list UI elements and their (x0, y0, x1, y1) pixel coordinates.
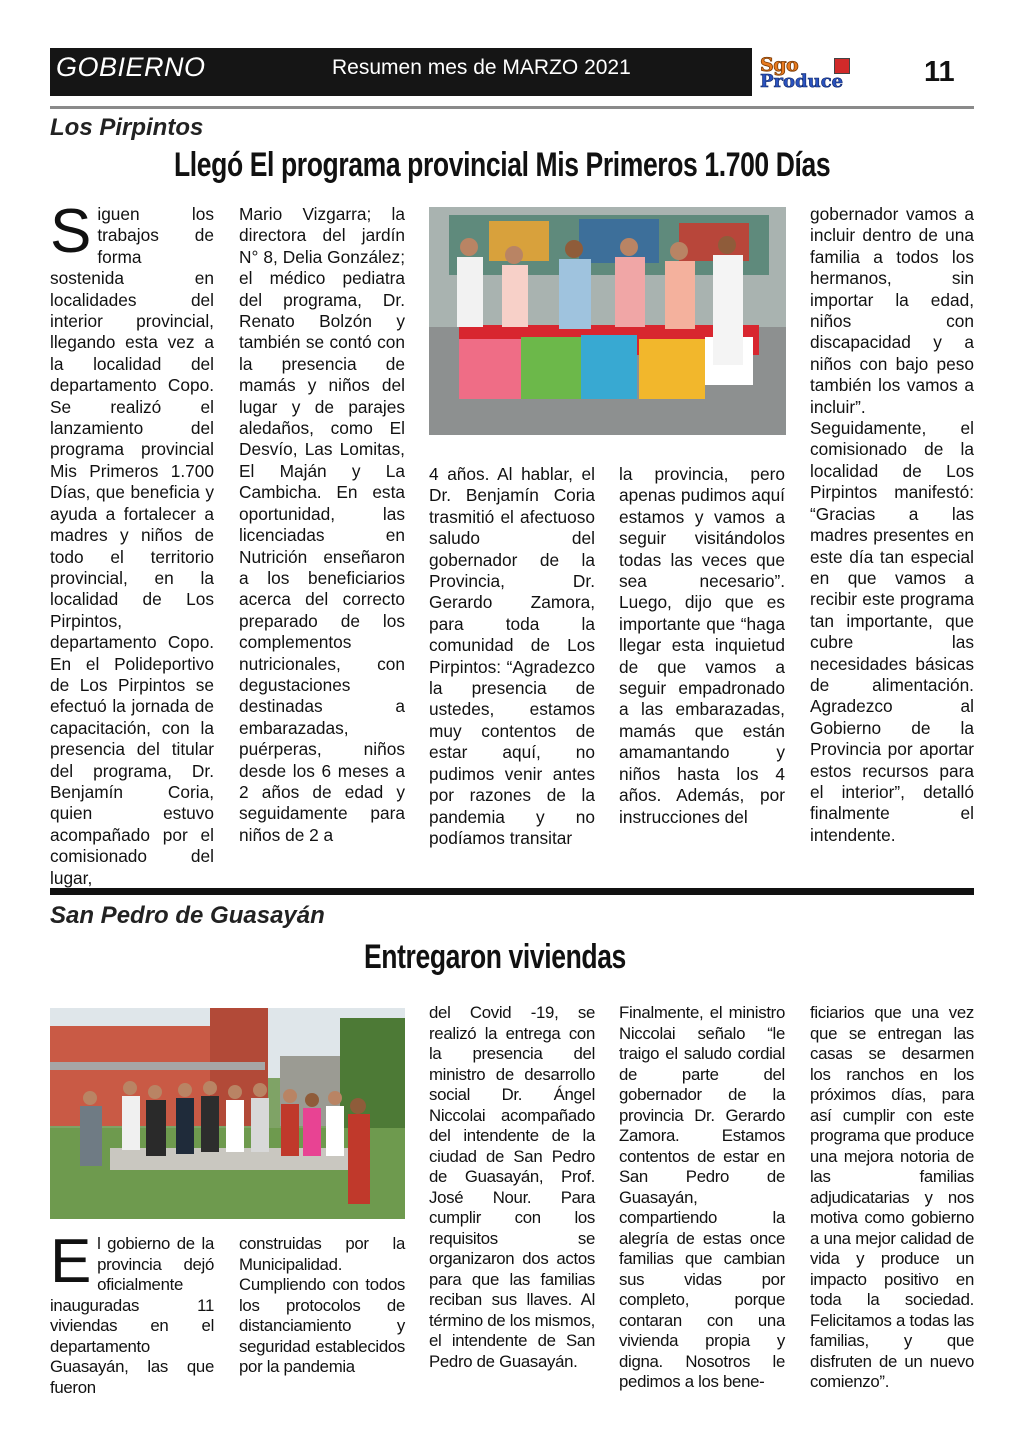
article2-col2-text: construidas por la Municipalidad. Cumpliendo con todos los protocolos de distanciamiento y seguridad establecidos por la pandemia (239, 1234, 405, 1376)
article-separator (50, 888, 974, 895)
logo-top-text: Sgo (760, 54, 799, 76)
article2-column-5 (810, 1003, 974, 1393)
sgo-produce-logo (760, 54, 900, 94)
article2-col4-text: Finalmente, el ministro Niccolai señalo “le traigo el saludo cordial de parte del gobernador de la provincia Dr. Gerardo Zamora. Estamos contentos de estar en San Pedro de Guasayán, compartiendo la alegría de estas once familias que cambian sus vidas por completo, porque contaran con una vivienda propia y digna. Nosotros le pedimos a los bene- (619, 1003, 785, 1391)
article2-col3-text: del Covid -19, se realizó la entrega con la presencia del ministro de desarrollo social Dr. Ángel Niccolai acompañado del intendente de la ciudad de San Pedro de Guasayán, Prof. José Nour. Para cumplir con los requisitos se organizaron dos actos para que las familias reciban sus llaves. Al término de los mismos, el intendente de San Pedro de Guasayán. (429, 1003, 595, 1371)
photo-housing-delivery-graphic (50, 1008, 405, 1219)
logo-bottom-text: Produce (760, 71, 844, 92)
article1-kicker: Los Pirpintos (50, 114, 204, 141)
article1-column-5 (810, 204, 974, 846)
article1-col1-text: iguen los trabajos de forma sostenida en localidades del interior provincial, llegando esta vez a la localidad del departamento Copo. Se realizó el lanzamiento del programa provincial Mis Primeros 1.700 Días, que beneficia y ayuda a fortalecer a madres y niños de todo el territorio provincial, en la localidad de Los Pirpintos, departamento Copo. En el Polideportivo de Los Pirpintos se efectuó la jornada de capacitación, con la presencia del titular del programa, Dr. Benjamín Coria, quien estuvo acompañado por el comisionado del lugar, (50, 204, 214, 888)
photo-launch-event (429, 207, 786, 435)
article2-col5-text: ficiarios que una vez que se entregan las casas se desarmen los ranchos en los próximos días, para así cumplir con este programa que produce una mejora notoria de las familias adjudicatarias y nos motiva como gobierno a una mejor calidad de vida y produce un impacto positivo en toda la sociedad. Felicitamos a todas las familias, y que disfruten de un nuevo comienzo”. (810, 1003, 974, 1391)
section-title: GOBIERNO (56, 52, 206, 82)
page-number: 11 (924, 56, 955, 88)
article2-column-2 (239, 1234, 405, 1378)
photo-launch-event-graphic (429, 207, 786, 435)
header-divider (50, 106, 974, 109)
article2-headline: Entregaron viviendas (364, 938, 626, 976)
article2-col1-text: l gobierno de la provincia dejó oficialmente inauguradas 11 viviendas en el departamento Guasayán, las que fueron (50, 1234, 214, 1397)
article1-column-3 (429, 464, 595, 849)
article1-column-4 (619, 464, 785, 828)
article1-col5-text: gobernador vamos a incluir dentro de una familia a todos los hermanos, sin importar la edad, niños con discapacidad y a niños con bajo peso también los vamos a incluir”. Seguidamente, el comisionado de la localidad de Los Pirpintos manifestó: “Gracias a las madres presentes en este día tan especial en que vamos a recibir este programa tan importante, que cubre las necesidades básicas de alimentación. Agradezco al Gobierno de la Provincia por aportar estos recursos para el interior”, detalló finalmente el intendente. (810, 204, 974, 845)
article2-column-1 (50, 1227, 214, 1398)
photo-housing-delivery (50, 1008, 405, 1219)
article1-col3-text: 4 años. Al hablar, el Dr. Benjamín Coria trasmitió el afectuoso saludo del gobernador de la Provincia, Dr. Gerardo Zamora, para toda la comunidad de Los Pirpintos: “Agradezco la presencia de ustedes, estamos muy contentos de estar aquí, no pudimos venir antes por razones de la pandemia y no podíamos transitar (429, 464, 595, 848)
article1-col4-text: la provincia, pero apenas pudimos aquí estamos y vamos a seguir visitándolos todas las veces que sea necesario”. Luego, dijo que es importante que “haga llegar esta inquietud de que vamos a seguir empadronado a las embarazadas, mamás que están amamantando y niños hasta los 4 años. Además, por instrucciones del (619, 464, 785, 827)
article1-column-2 (239, 204, 405, 846)
issue-summary: Resumen mes de MARZO 2021 (332, 56, 631, 79)
article1-col2-text: Mario Vizgarra; la directora del jardín N° 8, Delia González; el médico pediatra del programa, Dr. Renato Bolzón y también se contó con la presencia de mamás y niños del lugar y de parajes aledaños, como El Desvío, Las Lomitas, El Maján y La Cambicha. En esta oportunidad, las licenciadas en Nutrición enseñaron a los beneficiarios acerca del correcto preparado de los complementos nutricionales, con degustaciones destinadas a embarazadas, puérperas, niños desde los 6 meses a 2 años de edad y seguidamente para niños de 2 a (239, 204, 405, 845)
article1-dropcap: S (50, 197, 92, 266)
article1-column-1 (50, 197, 214, 889)
article2-column-4 (619, 1003, 785, 1393)
article2-dropcap: E (50, 1227, 92, 1296)
article2-kicker: San Pedro de Guasayán (50, 902, 325, 929)
article1-headline: Llegó El programa provincial Mis Primeros 1.700 Días (174, 146, 831, 184)
article2-column-3 (429, 1003, 595, 1372)
